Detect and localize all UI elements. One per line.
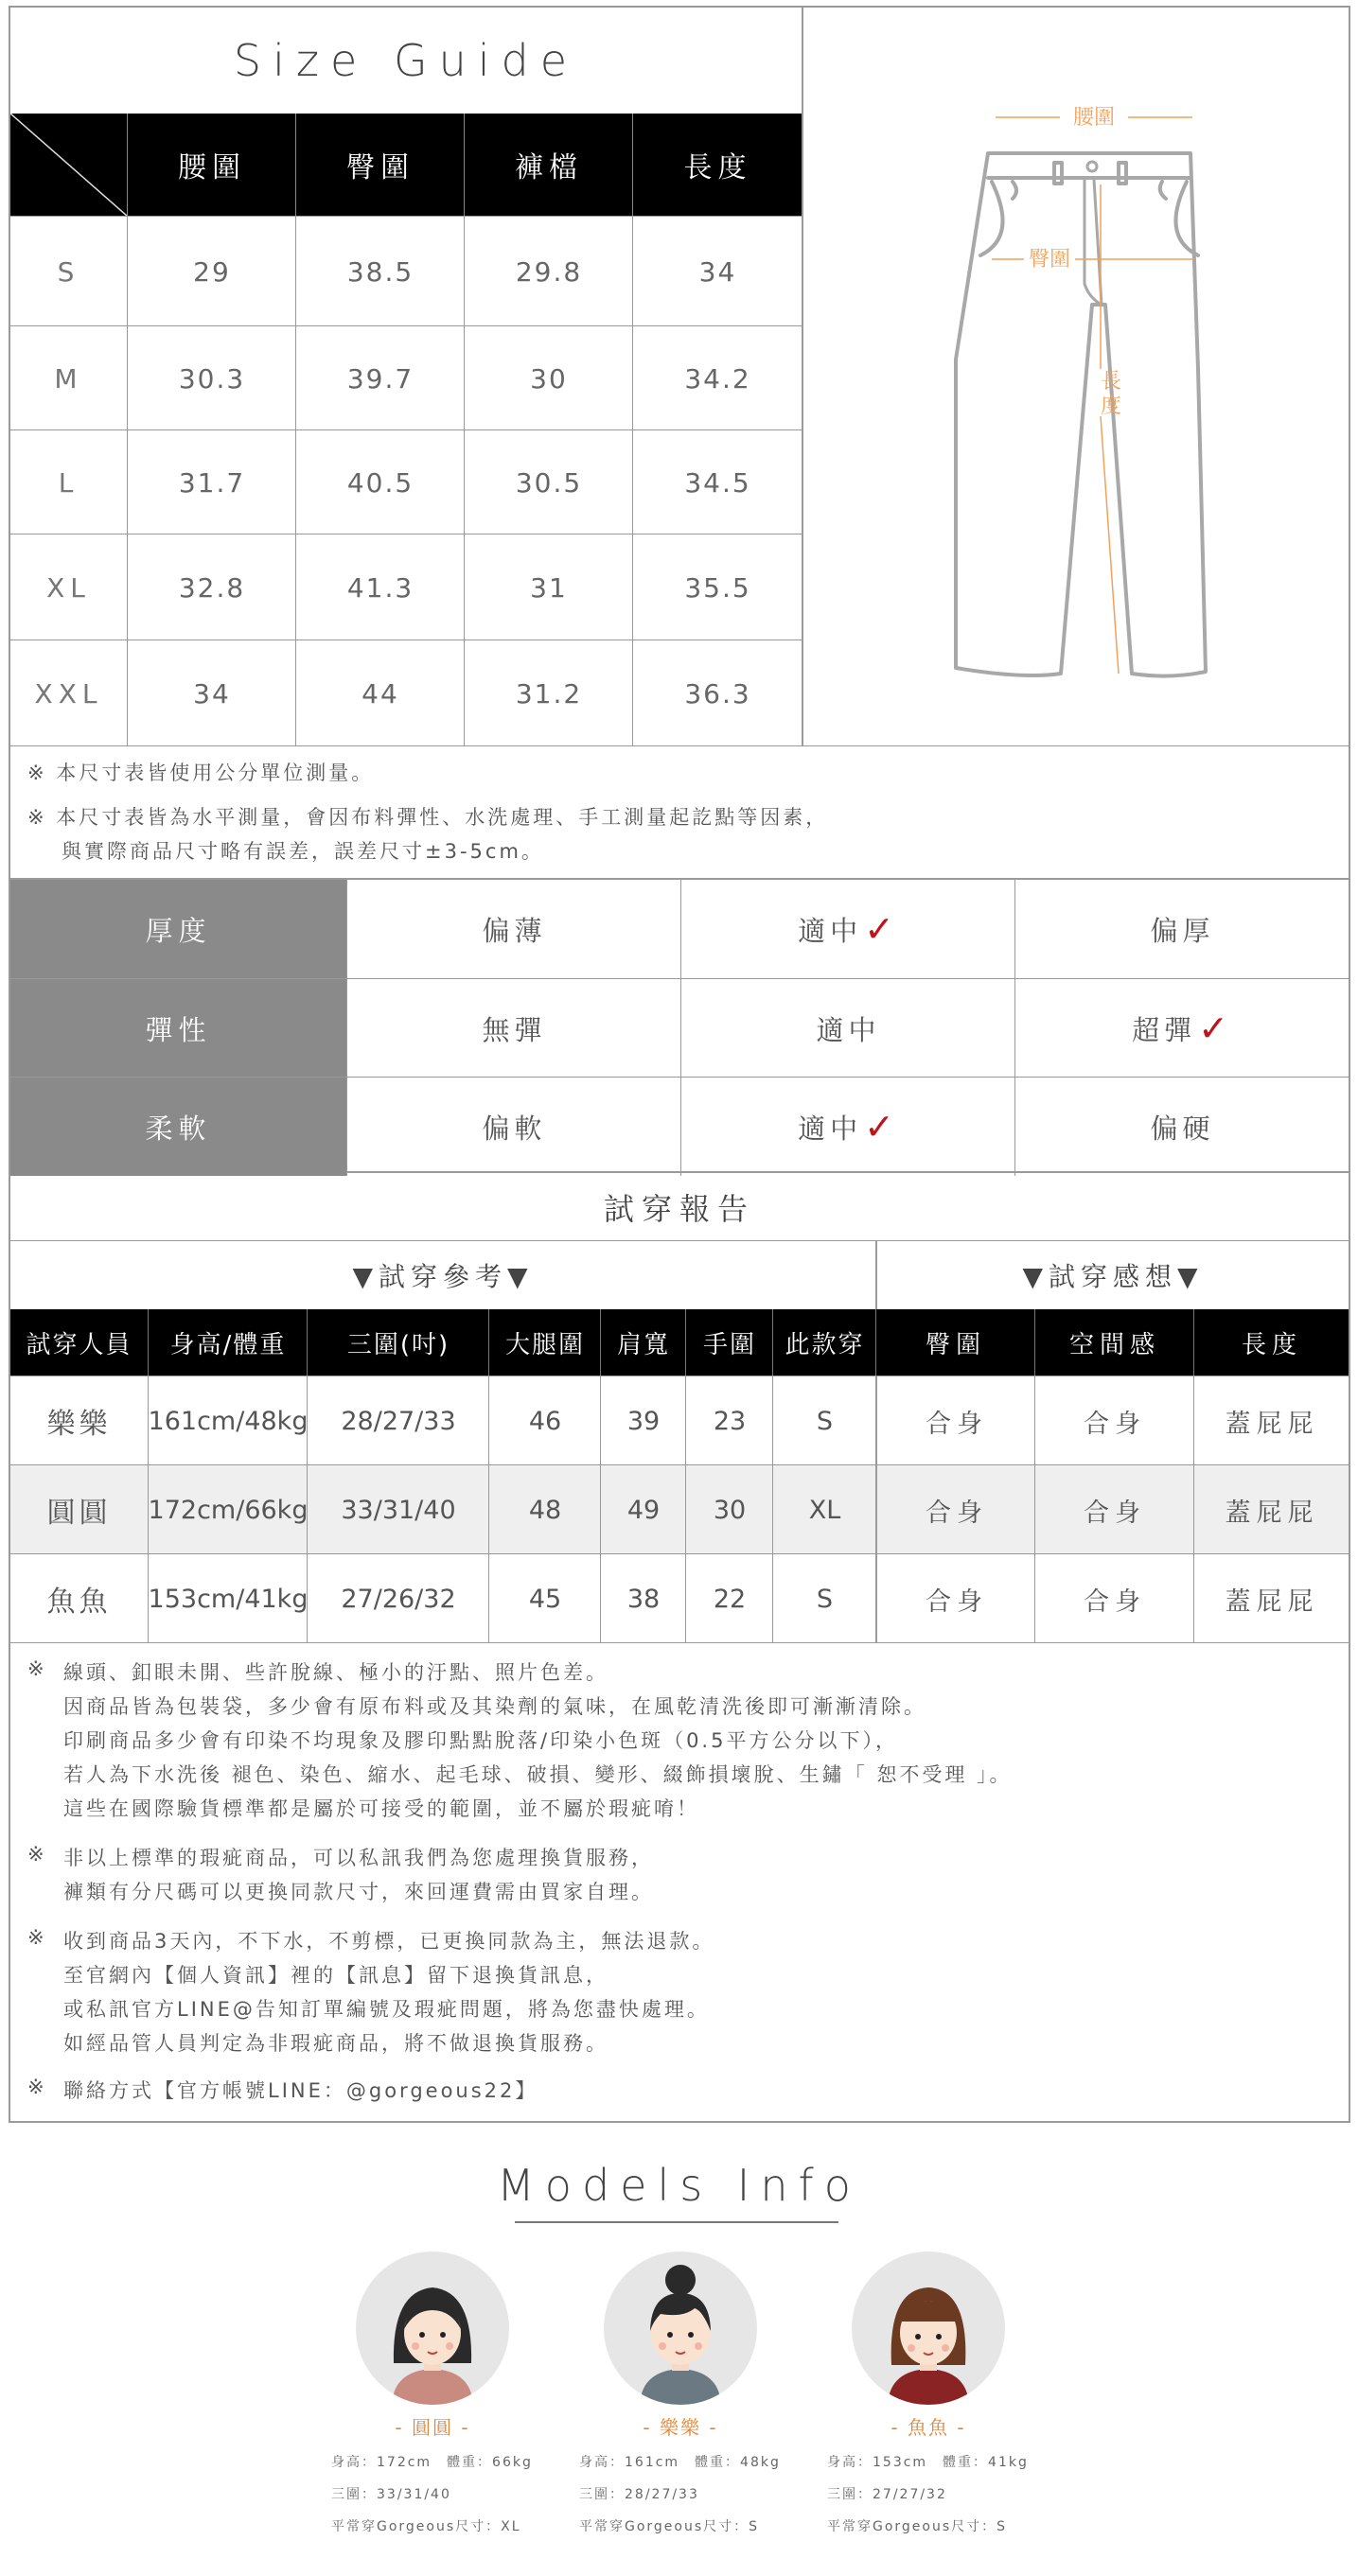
option-text: 適中 <box>798 1112 863 1145</box>
fabric-row-softness <box>10 1077 1349 1176</box>
hip-feel: 合身 <box>875 1465 1036 1554</box>
hip-feel: 合身 <box>875 1554 1036 1643</box>
defect-note: 這些在國際驗貨標準都是屬於可接受的範圍，並不屬於瑕疵唷！ <box>63 1797 699 1820</box>
size-guide-title: Size Guide <box>233 35 579 86</box>
divider <box>802 8 803 745</box>
size-label: S <box>57 255 80 288</box>
check-icon: ✓ <box>864 1106 899 1148</box>
option-text: 偏薄 <box>482 914 547 947</box>
defect-note: 若人為下水洗後 褪色、染色、縮水、起毛球、破損、變形、綴飾損壞脫、生鏽「 恕不受理 」。 <box>63 1763 1013 1786</box>
size-worn: S <box>772 1376 876 1465</box>
models-title: Models Info <box>497 2160 861 2211</box>
size-row-s <box>10 216 802 326</box>
exchange-note: 非以上標準的瑕疵商品，可以私訊我們為您處理換貨服務， <box>63 1847 654 1869</box>
fabric-table <box>9 878 1350 1173</box>
pants-diagram <box>943 95 1245 700</box>
header-thigh: 大腿圍 <box>488 1309 601 1376</box>
header-length: 長度 <box>632 114 802 216</box>
model-usual-size: 平常穿Gorgeous尺寸：S <box>579 2519 760 2534</box>
measurements: 33/31/40 <box>307 1465 489 1554</box>
fabric-option <box>346 979 681 1078</box>
size-row-m <box>10 325 802 430</box>
check-icon: ✓ <box>864 908 899 950</box>
size-row-l <box>10 429 802 534</box>
diagonal-corner <box>10 114 127 216</box>
length-feel: 蓋屁屁 <box>1193 1554 1349 1643</box>
defect-note: 印刷商品多少會有印染不均現象及膠印點點脫落/印染小色斑（0.5平方公分以下）， <box>63 1729 898 1752</box>
option-text: 適中 <box>816 1013 881 1046</box>
fabric-row-thickness <box>10 880 1349 978</box>
size-value: 34 <box>632 217 802 326</box>
height-weight: 161cm/48kg <box>148 1376 308 1465</box>
return-note: 如經品管人員判定為非瑕疵商品，將不做退換貨服務。 <box>63 2032 608 2055</box>
model-measure: 三圍：28/27/33 <box>579 2487 699 2502</box>
header-hip-feel: 臀圍 <box>875 1309 1035 1376</box>
size-label: L <box>58 466 79 499</box>
fabric-option-checked <box>1014 979 1349 1078</box>
arm: 30 <box>685 1465 773 1554</box>
fabric-option-checked <box>680 1078 1015 1176</box>
size-value: 31 <box>464 534 633 640</box>
fabric-option <box>1014 1078 1349 1176</box>
header-tester: 試穿人員 <box>26 1330 132 1359</box>
fabric-option <box>680 979 1015 1078</box>
model-name: - 魚魚 - <box>891 2416 966 2439</box>
header-rise: 褲檔 <box>464 114 633 216</box>
length-feel: 蓋屁屁 <box>1193 1465 1349 1554</box>
model-measure: 三圍：27/27/32 <box>827 2487 947 2502</box>
size-guide-section <box>9 6 1350 880</box>
header-length-feel: 長度 <box>1193 1309 1349 1376</box>
size-value: 31.2 <box>464 640 633 746</box>
size-value: 34.5 <box>632 430 802 534</box>
size-value: 30.5 <box>464 430 633 534</box>
note-mark: ※ <box>27 1926 47 1949</box>
check-icon: ✓ <box>1198 1008 1233 1049</box>
fabric-label: 厚度 <box>10 880 346 978</box>
diagram-label-length-1: 長 <box>1100 370 1122 394</box>
size-value: 31.7 <box>127 430 296 534</box>
header-space-feel: 空間感 <box>1034 1309 1194 1376</box>
header-waist: 腰圍 <box>127 114 296 216</box>
size-value: 40.5 <box>295 430 465 534</box>
header-height-weight: 身高/體重 <box>148 1309 308 1376</box>
size-value: 29.8 <box>464 217 633 326</box>
return-note: 或私訊官方LINE@告知訂單編號及瑕疵問題，將為您盡快處理。 <box>63 1998 710 2021</box>
size-value: 34.2 <box>632 326 802 430</box>
thigh: 45 <box>488 1554 601 1643</box>
thigh: 46 <box>488 1376 601 1465</box>
report-header <box>10 1309 1349 1376</box>
header-arm: 手圍 <box>685 1309 773 1376</box>
note-mark: ※ <box>27 2076 47 2098</box>
report-row <box>10 1376 1349 1465</box>
size-value: 34 <box>127 640 296 746</box>
arm: 23 <box>685 1376 773 1465</box>
return-note: 收到商品3天內，不下水，不剪標，已更換同款為主，無法退款。 <box>63 1930 715 1953</box>
option-text: 偏硬 <box>1150 1112 1215 1145</box>
exchange-note: 褲類有分尺碼可以更換同款尺寸，來回運費需由買家自理。 <box>63 1881 654 1903</box>
avatar <box>852 2252 1005 2405</box>
reference-title: ▼試穿參考▼ <box>352 1261 534 1292</box>
space-feel: 合身 <box>1034 1465 1194 1554</box>
option-text: 超彈 <box>1132 1013 1197 1046</box>
size-note: 與實際商品尺寸略有誤差，誤差尺寸±3-5cm。 <box>62 840 544 863</box>
defect-note: 線頭、釦眼未開、些許脫線、極小的汙點、照片色差。 <box>63 1661 608 1684</box>
size-note: ※ 本尺寸表皆為水平測量，會因布料彈性、水洗處理、手工測量起訖點等因素， <box>27 806 829 829</box>
model-name: - 樂樂 - <box>643 2416 718 2439</box>
space-feel: 合身 <box>1034 1376 1194 1465</box>
size-label: XXL <box>34 677 103 710</box>
divider <box>10 1642 1349 1643</box>
report-row <box>10 1553 1349 1643</box>
model-name: - 圓圓 - <box>395 2416 470 2439</box>
contact-note: 聯絡方式【官方帳號LINE：@gorgeous22】 <box>63 2079 538 2102</box>
divider <box>10 745 1349 746</box>
model-usual-size: 平常穿Gorgeous尺寸：XL <box>331 2519 521 2534</box>
fabric-label: 柔軟 <box>10 1078 346 1176</box>
size-value: 29 <box>127 217 296 326</box>
return-note: 至官網內【個人資訊】裡的【訊息】留下退換貨訊息， <box>63 1964 608 1987</box>
size-value: 30 <box>464 326 633 430</box>
size-row-xxl <box>10 640 802 746</box>
fabric-option <box>346 880 681 978</box>
model-stats: 身高：161cm 體重：48kg <box>579 2455 781 2470</box>
header-shoulder: 肩寬 <box>600 1309 686 1376</box>
model-stats: 身高：153cm 體重：41kg <box>827 2455 1029 2470</box>
note-mark: ※ <box>27 1657 47 1680</box>
size-value: 35.5 <box>632 534 802 640</box>
fabric-option-checked <box>680 880 1015 978</box>
fabric-option <box>346 1078 681 1176</box>
thigh: 48 <box>488 1465 601 1554</box>
height-weight: 172cm/66kg <box>148 1465 308 1554</box>
tester-name: 樂樂 <box>46 1408 112 1441</box>
size-value: 41.3 <box>295 534 465 640</box>
header-size-worn: 此款穿 <box>772 1309 876 1376</box>
size-worn: S <box>772 1554 876 1643</box>
try-on-report <box>9 1173 1350 2123</box>
header-measurements: 三圍(吋) <box>307 1309 489 1376</box>
avatar <box>356 2252 509 2405</box>
fabric-option <box>1014 880 1349 978</box>
model-stats: 身高：172cm 體重：66kg <box>331 2455 533 2470</box>
size-value: 36.3 <box>632 640 802 746</box>
size-value: 30.3 <box>127 326 296 430</box>
size-value: 32.8 <box>127 534 296 640</box>
measurements: 27/26/32 <box>307 1554 489 1643</box>
tester-name: 魚魚 <box>46 1586 112 1619</box>
title-underline <box>515 2221 838 2223</box>
space-feel: 合身 <box>1034 1554 1194 1643</box>
size-row-xl <box>10 534 802 640</box>
report-title: 試穿報告 <box>10 1173 1349 1241</box>
fabric-label: 彈性 <box>10 979 346 1078</box>
size-value: 39.7 <box>295 326 465 430</box>
arm: 22 <box>685 1554 773 1643</box>
diagram-label-length-2: 度 <box>1100 394 1122 418</box>
shoulder: 49 <box>600 1465 686 1554</box>
size-note: ※ 本尺寸表皆使用公分單位測量。 <box>27 762 375 784</box>
size-worn: XL <box>772 1465 876 1554</box>
report-row <box>10 1464 1349 1554</box>
diagram-label-hip: 臀圍 <box>1028 248 1071 272</box>
model-usual-size: 平常穿Gorgeous尺寸：S <box>827 2519 1008 2534</box>
option-text: 偏厚 <box>1150 914 1215 947</box>
size-value: 44 <box>295 640 465 746</box>
size-label: M <box>54 362 83 394</box>
header-hip: 臀圍 <box>295 114 465 216</box>
fabric-row-elasticity <box>10 978 1349 1078</box>
size-table-header <box>10 114 802 216</box>
tester-name: 圓圓 <box>46 1497 112 1530</box>
shoulder: 39 <box>600 1376 686 1465</box>
size-value: 38.5 <box>295 217 465 326</box>
diagram-label-waist: 腰圍 <box>1072 106 1116 130</box>
defect-note: 因商品皆為包裝袋，多少會有原布料或及其染劑的氣味，在風乾清洗後即可漸漸清除。 <box>63 1695 926 1718</box>
size-label: XL <box>46 571 91 604</box>
model-measure: 三圍：33/31/40 <box>331 2487 451 2502</box>
measurements: 28/27/33 <box>307 1376 489 1465</box>
feeling-title: ▼試穿感想▼ <box>875 1241 1349 1309</box>
note-mark: ※ <box>27 1843 47 1866</box>
shoulder: 38 <box>600 1554 686 1643</box>
height-weight: 153cm/41kg <box>148 1554 308 1643</box>
hip-feel: 合身 <box>875 1376 1036 1465</box>
length-feel: 蓋屁屁 <box>1193 1376 1349 1465</box>
option-text: 偏軟 <box>482 1112 547 1145</box>
option-text: 無彈 <box>482 1013 547 1046</box>
avatar <box>604 2252 757 2405</box>
option-text: 適中 <box>798 914 863 947</box>
